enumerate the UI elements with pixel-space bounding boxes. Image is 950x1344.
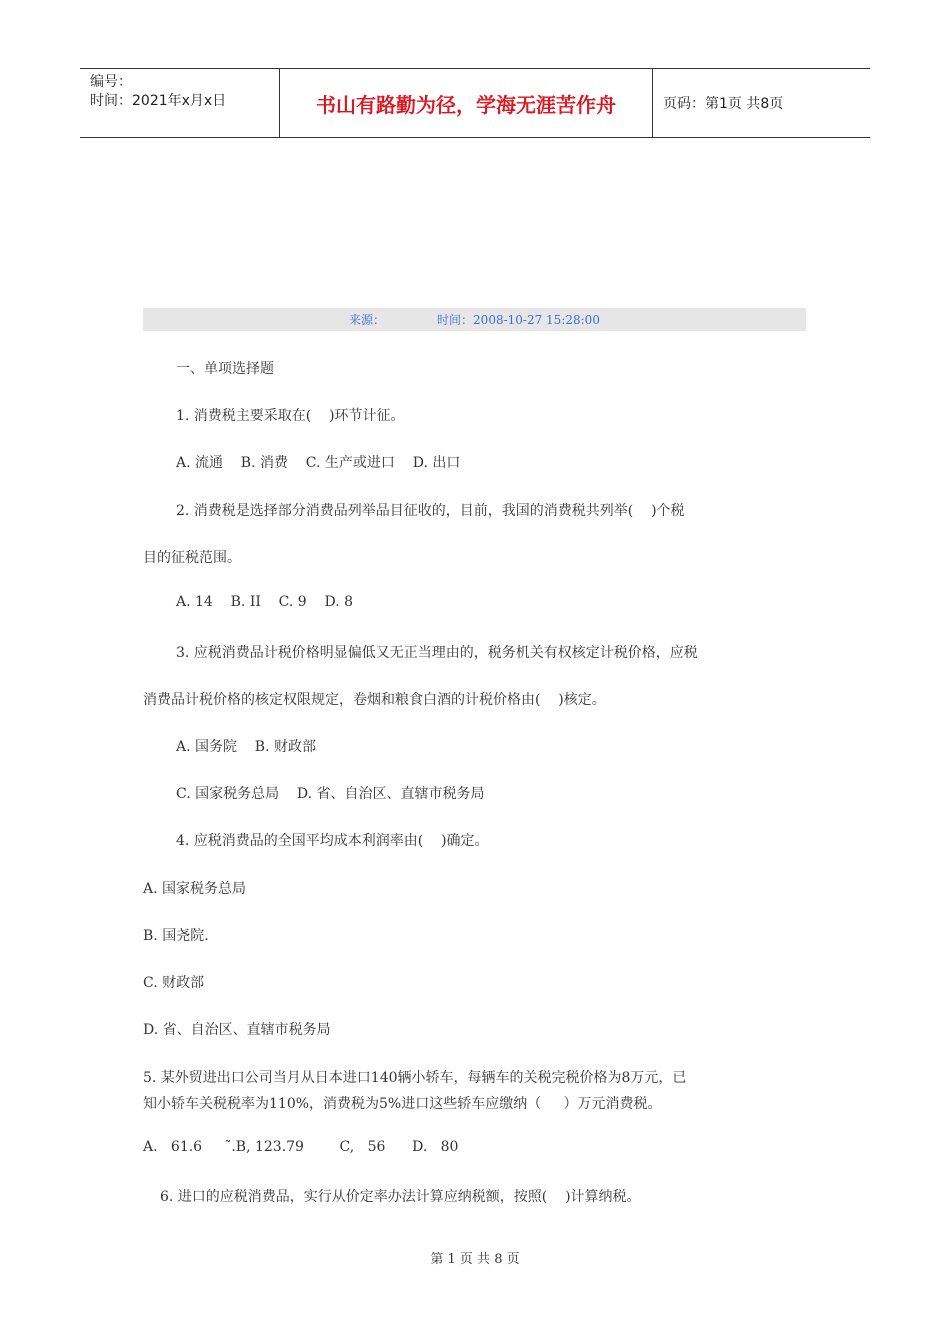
- source-label: 来源：: [349, 313, 386, 327]
- question-4: 4. 应税消费品的全国平均成本利润率由( )确定。: [176, 833, 489, 849]
- section-heading: 一、单项选择题: [176, 361, 274, 377]
- source-time: 时间：2008-10-27 15:28:00: [437, 313, 600, 327]
- page-footer: 第 1 页 共 8 页: [430, 1252, 520, 1267]
- number-label: 编号：: [90, 74, 132, 90]
- question-2-line-1: 2. 消费税是选择部分消费品列举品目征收的，目前，我国的消费税共列举( )个税: [176, 503, 685, 519]
- question-3-options-1: A. 国务院 B. 财政部: [176, 739, 316, 755]
- question-1-options: A. 流通 B. 消费 C. 生产或进口 D. 出口: [176, 455, 461, 471]
- question-3-line-2: 消费品计税价格的核定权限规定，卷烟和粮食白酒的计税价格由( )核定。: [143, 692, 606, 708]
- question-5-line-1: 5. 某外贸进出口公司当月从日本进口140辆小轿车，每辆车的关税完税价格为8万元，已: [143, 1070, 687, 1086]
- question-5-options: A. 61.6 ˜.B, 123.79 C, 56 D. 80: [143, 1139, 459, 1155]
- question-2-line-2: 目的征税范围。: [143, 550, 241, 566]
- question-6: 6. 进口的应税消费品，实行从价定率办法计算应纳税额，按照( )计算纳税。: [160, 1189, 641, 1205]
- time-label: 时间：2021年x月x日: [90, 93, 227, 109]
- question-5-line-2: 知小轿车关税税率为110%，消费税为5%进口这些轿车应缴纳（ ）万元消费税。: [143, 1096, 662, 1112]
- question-3-options-2: C. 国家税务总局 D. 省、自治区、直辖市税务局: [176, 786, 485, 802]
- question-4-option-d: D. 省、自治区、直辖市税务局: [143, 1022, 331, 1038]
- question-2-options: A. 14 B. II C. 9 D. 8: [176, 594, 354, 610]
- question-4-option-c: C. 财政部: [143, 975, 205, 991]
- question-3-line-1: 3. 应税消费品计税价格明显偏低又无正当理由的，税务机关有权核定计税价格，应税: [176, 645, 698, 661]
- question-4-option-b: B. 国尧院.: [143, 928, 209, 944]
- question-4-option-a: A. 国家税务总局: [143, 881, 247, 897]
- header-page-info: 页码：第1页 共8页: [663, 96, 784, 112]
- question-1: 1. 消费税主要采取在( )环节计征。: [176, 408, 405, 424]
- header-motto: 书山有路勤为径，学海无涯苦作舟: [280, 69, 653, 137]
